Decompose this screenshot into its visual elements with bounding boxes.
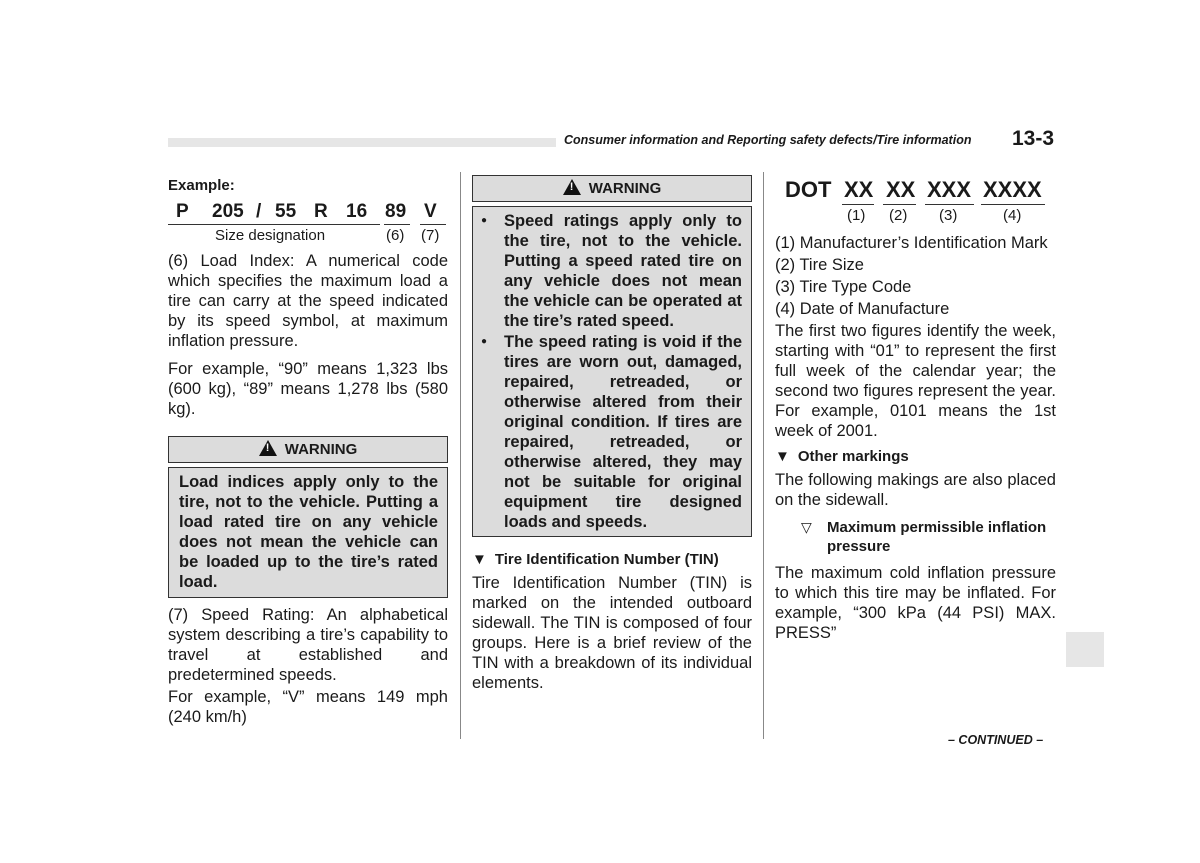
size-code-load: 89 [385, 201, 407, 222]
item-1: (1) Manufacturer’s Identification Mark [775, 234, 1048, 252]
dot-group-3: XXX [927, 177, 972, 202]
dot-underline [883, 204, 916, 205]
warning-bullet: ● Speed ratings apply only to the tire, not to the vehicle. Putting a speed rated tire on any vehicle does not mean the vehicle can be operated at the tire’s rated speed. [473, 211, 742, 331]
warning-title: WARNING [588, 180, 662, 197]
date-explanation: The first two figures identify the week, starting with “01” to represent the first full week of the calendar year; the second two figures represent the year. For example, 0101 means the 1st week of 2001. [775, 322, 1056, 440]
warning-box [168, 467, 448, 598]
tin-heading [472, 550, 752, 570]
dot-num-3: (3) [939, 207, 958, 224]
max-pressure-text: The maximum cold inflation pressure to which this tire may be inflated. For example, “300 kPa (44 PSI) MAX. PRESS” [775, 564, 1056, 642]
section-title: Consumer information and Reporting safety defects/Tire information [564, 133, 972, 147]
warning-bullet: ● The speed rating is void if the tires are worn out, damaged, repaired, retreaded, or otherwise altered from their original condition. If tires are repaired, retreaded, or otherwise altered, they may not be suitable for original equipment tire designed loads and speeds. [473, 332, 742, 532]
continued-label: – CONTINUED – [948, 733, 1044, 747]
column-divider [763, 172, 764, 739]
dot-group-2: XX [886, 177, 916, 202]
dot-num-4: (4) [1003, 207, 1022, 224]
load-index-text: (6) Load Index: A numerical code which specifies the maximum load a tire can carry at the speed indicated by its speed symbol, at maximum inflation pressure. [168, 252, 448, 350]
dot-num-1: (1) [847, 207, 866, 224]
size-code-width: 205 [212, 201, 244, 222]
size-code-rim: 16 [346, 201, 368, 222]
dot-label: DOT [785, 177, 832, 202]
dot-underline [981, 204, 1045, 205]
size-code-slash: / [256, 201, 262, 222]
column-divider [460, 172, 461, 739]
size-code-ratio: 55 [275, 201, 297, 222]
dot-underline [925, 204, 974, 205]
size-code-speed: V [424, 201, 437, 222]
dot-group-1: XX [844, 177, 874, 202]
warning-title: WARNING [284, 441, 358, 458]
column-3 [775, 178, 1056, 643]
column-2 [472, 175, 752, 693]
dot-diagram [775, 178, 1056, 226]
example-label: Example: [168, 177, 235, 194]
size-code-construction: R [314, 201, 328, 222]
size-code-p: P [176, 201, 189, 222]
warning-header [472, 175, 752, 202]
size-designation-label: Size designation [215, 227, 326, 244]
page-number: 13-3 [1012, 127, 1055, 150]
item-3: (3) Tire Type Code [775, 278, 912, 296]
column-1 [168, 176, 448, 727]
header-bar [168, 138, 556, 147]
triangle-outline-icon: ▽ [801, 519, 812, 535]
tin-heading-text: Tire Identification Number (TIN) [494, 551, 719, 568]
speed-rating-text: (7) Speed Rating: An alphabetical system describing a tire’s capability to travel at established and predetermined speeds. [168, 606, 448, 684]
max-pressure-heading-text: Maximum permissible inflation pressure [827, 519, 1047, 555]
other-markings-text: The following makings are also placed on the sidewall. [775, 471, 1056, 509]
max-pressure-heading [775, 518, 1056, 556]
speed-example-text: For example, “V” means 149 mph (240 km/h) [168, 688, 448, 726]
size-underline [168, 224, 380, 225]
warning-text: Load indices apply only to the tire, not to the vehicle. Putting a load rated tire on any vehicle does not mean the vehicle can be loaded up to the tire’s rated load. [179, 473, 438, 591]
triangle-down-icon: ▼ [472, 551, 487, 568]
item-4: (4) Date of Manufacture [775, 300, 950, 318]
label-7: (7) [421, 227, 440, 244]
load-example-text: For example, “90” means 1,323 lbs (600 kg), “89” means 1,278 lbs (580 kg). [168, 360, 448, 418]
warning-box [472, 206, 752, 537]
triangle-down-icon: ▼ [775, 448, 790, 465]
other-markings-heading [775, 447, 1056, 467]
tin-text: Tire Identification Number (TIN) is marked on the intended outboard sidewall. The TIN is composed of four groups. Here is a brief review of the TIN with a breakdown of its individual elements. [472, 574, 752, 692]
label-6: (6) [386, 227, 405, 244]
size-code-diagram [168, 198, 448, 244]
speed-underline [420, 224, 446, 225]
load-underline [384, 224, 410, 225]
item-2: (2) Tire Size [775, 256, 864, 274]
dot-num-2: (2) [889, 207, 908, 224]
other-markings-heading-text: Other markings [797, 448, 909, 465]
warning-icon [563, 179, 581, 195]
dot-group-4: XXXX [983, 177, 1042, 202]
dot-underline [842, 204, 874, 205]
warning-header [168, 436, 448, 463]
warning-icon [259, 440, 277, 456]
chapter-tab [1066, 632, 1104, 667]
